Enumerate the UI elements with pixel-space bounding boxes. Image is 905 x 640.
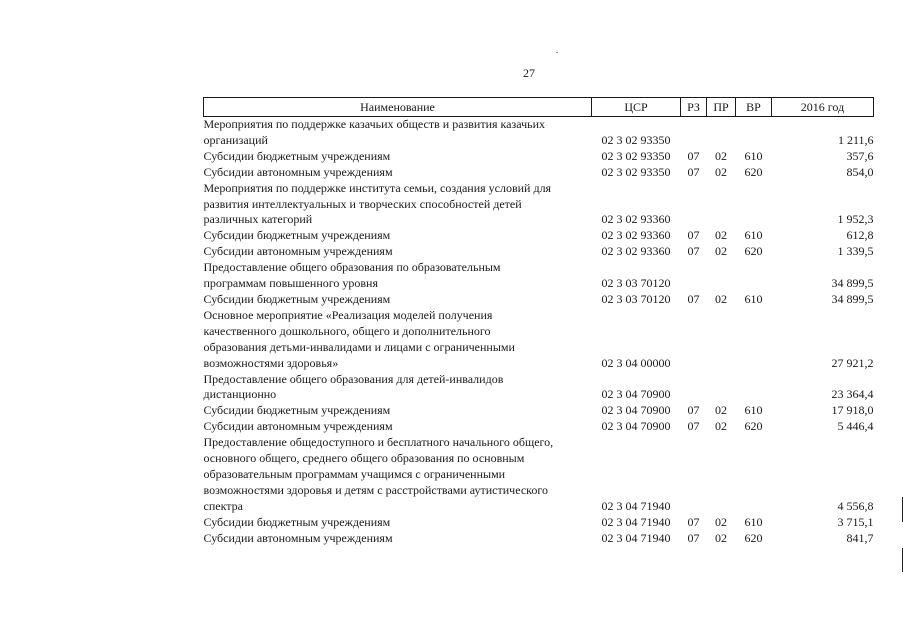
row-csr: 02 3 04 71940 bbox=[601, 530, 671, 545]
row-name-line: дистанционно bbox=[203, 387, 277, 402]
row-pr bbox=[707, 435, 736, 515]
row-name-line: образовательным программам учащимся с ограниченными bbox=[203, 466, 506, 481]
row-csr: 02 3 04 70900 bbox=[601, 403, 671, 418]
row-name-line: Субсидии автономным учреждениям bbox=[203, 244, 393, 259]
row-pr: 02 bbox=[715, 419, 727, 434]
row-name-line: Субсидии бюджетным учреждениям bbox=[203, 514, 391, 529]
row-rz bbox=[681, 372, 707, 404]
row-pr: 02 bbox=[715, 291, 727, 306]
header-rz: РЗ bbox=[681, 98, 707, 117]
row-name-line: Основное мероприятие «Реализация моделей получения bbox=[203, 307, 493, 322]
row-name bbox=[204, 372, 592, 404]
table-row bbox=[204, 117, 874, 149]
scan-edge-mark bbox=[902, 497, 903, 522]
row-name bbox=[204, 165, 592, 181]
row-name bbox=[204, 149, 592, 165]
row-csr: 02 3 02 93350 bbox=[601, 148, 671, 163]
row-amount: 34 899,5 bbox=[831, 291, 874, 306]
row-name-line: организаций bbox=[203, 132, 268, 147]
row-vr: 620 bbox=[744, 164, 763, 179]
header-vr: ВР bbox=[736, 98, 772, 117]
table-row bbox=[204, 419, 874, 435]
row-name bbox=[204, 117, 592, 149]
row-vr: 610 bbox=[744, 403, 763, 418]
row-rz: 07 bbox=[687, 148, 700, 163]
row-name-line: качественного дошкольного, общего и дополнительного bbox=[203, 323, 491, 338]
table-row bbox=[204, 292, 874, 308]
row-pr bbox=[707, 372, 736, 404]
row-pr bbox=[707, 117, 736, 149]
row-vr: 620 bbox=[744, 244, 763, 259]
row-name bbox=[204, 181, 592, 229]
row-pr: 02 bbox=[715, 228, 727, 243]
row-name-line: Субсидии бюджетным учреждениям bbox=[203, 291, 391, 306]
header-pr: ПР bbox=[707, 98, 736, 117]
row-amount: 27 921,2 bbox=[831, 355, 874, 370]
table-row bbox=[204, 149, 874, 165]
row-name-line: Субсидии автономным учреждениям bbox=[203, 164, 393, 179]
row-amount: 23 364,4 bbox=[831, 387, 874, 402]
row-amount: 854,0 bbox=[846, 164, 874, 179]
row-rz bbox=[681, 117, 707, 149]
row-csr: 02 3 02 93360 bbox=[601, 228, 671, 243]
row-csr: 02 3 03 70120 bbox=[601, 291, 671, 306]
row-name-line: Субсидии бюджетным учреждениям bbox=[203, 148, 391, 163]
table-row bbox=[204, 228, 874, 244]
row-name-line: Предоставление общего образования по образовательным bbox=[203, 260, 501, 275]
row-amount: 17 918,0 bbox=[831, 403, 874, 418]
row-amount: 1 211,6 bbox=[837, 132, 874, 147]
header-csr: ЦСР bbox=[592, 98, 681, 117]
row-name-line: спектра bbox=[203, 498, 243, 513]
row-vr bbox=[736, 372, 772, 404]
row-name-line: Субсидии автономным учреждениям bbox=[203, 419, 393, 434]
row-vr bbox=[736, 117, 772, 149]
table-row bbox=[204, 403, 874, 419]
row-vr: 620 bbox=[744, 530, 763, 545]
row-csr: 02 3 02 93350 bbox=[601, 164, 671, 179]
row-name bbox=[204, 228, 592, 244]
row-pr bbox=[707, 260, 736, 292]
row-pr: 02 bbox=[715, 148, 727, 163]
row-pr: 02 bbox=[715, 403, 727, 418]
table-row bbox=[204, 181, 874, 229]
scan-speck bbox=[556, 52, 558, 53]
row-amount: 34 899,5 bbox=[831, 276, 874, 291]
row-rz: 07 bbox=[687, 514, 700, 529]
row-pr: 02 bbox=[715, 530, 727, 545]
row-amount: 4 556,8 bbox=[837, 498, 874, 513]
row-name-line: образования детьми-инвалидами и лицами с ограниченными bbox=[203, 339, 515, 354]
row-name-line: Предоставление общего образования для детей-инвалидов bbox=[203, 371, 504, 386]
row-name-line: Субсидии бюджетным учреждениям bbox=[203, 228, 391, 243]
row-rz: 07 bbox=[687, 164, 700, 179]
row-csr: 02 3 04 70900 bbox=[601, 387, 671, 402]
row-rz: 07 bbox=[687, 291, 700, 306]
row-name-line: Мероприятия по поддержке института семьи, создания условий для bbox=[203, 180, 552, 195]
row-name bbox=[204, 260, 592, 292]
table-row bbox=[204, 515, 874, 531]
row-rz: 07 bbox=[687, 530, 700, 545]
row-name-line: Субсидии бюджетным учреждениям bbox=[203, 403, 391, 418]
row-amount: 612,8 bbox=[846, 228, 874, 243]
table-row bbox=[204, 435, 874, 515]
row-amount: 5 446,4 bbox=[837, 419, 874, 434]
row-vr bbox=[736, 181, 772, 229]
row-name-line: программам повышенного уровня bbox=[203, 276, 378, 291]
row-name-line: Мероприятия по поддержке казачьих обществ и развития казачьих bbox=[203, 117, 546, 131]
row-rz: 07 bbox=[687, 244, 700, 259]
row-csr: 02 3 02 93350 bbox=[601, 132, 671, 147]
row-vr: 610 bbox=[744, 291, 763, 306]
row-rz bbox=[681, 181, 707, 229]
row-amount: 1 952,3 bbox=[837, 212, 874, 227]
scan-edge-mark bbox=[902, 548, 903, 572]
budget-table bbox=[203, 97, 874, 546]
row-vr: 610 bbox=[744, 228, 763, 243]
row-rz bbox=[681, 260, 707, 292]
row-csr: 02 3 04 71940 bbox=[601, 498, 671, 513]
row-name bbox=[204, 244, 592, 260]
row-vr: 610 bbox=[744, 514, 763, 529]
row-name-line: развития интеллектуальных и творческих способностей детей bbox=[203, 196, 522, 211]
row-name bbox=[204, 515, 592, 531]
table-row bbox=[204, 372, 874, 404]
row-name-line: Предоставление общедоступного и бесплатного начального общего, bbox=[203, 435, 554, 450]
row-name-line: возможностями здоровья и детям с расстройствами аутистического bbox=[203, 482, 548, 497]
table-row bbox=[204, 244, 874, 260]
row-amount: 841,7 bbox=[846, 530, 874, 545]
row-vr: 610 bbox=[744, 148, 763, 163]
row-name-line: основного общего, среднего общего образования по основным bbox=[203, 451, 525, 466]
row-name bbox=[204, 308, 592, 372]
row-vr bbox=[736, 260, 772, 292]
row-rz bbox=[681, 435, 707, 515]
table-row bbox=[204, 260, 874, 292]
row-name-line: возможностями здоровья» bbox=[203, 355, 339, 370]
row-vr bbox=[736, 308, 772, 372]
header-name: Наименование bbox=[204, 98, 592, 117]
row-pr bbox=[707, 181, 736, 229]
row-rz: 07 bbox=[687, 403, 700, 418]
row-name bbox=[204, 531, 592, 547]
header-year: 2016 год bbox=[772, 98, 874, 117]
row-csr: 02 3 02 93360 bbox=[601, 212, 671, 227]
row-name-line: Субсидии автономным учреждениям bbox=[203, 530, 393, 545]
table-row bbox=[204, 308, 874, 372]
row-csr: 02 3 04 71940 bbox=[601, 514, 671, 529]
row-pr: 02 bbox=[715, 514, 727, 529]
row-amount: 3 715,1 bbox=[837, 514, 874, 529]
row-amount: 357,6 bbox=[846, 148, 874, 163]
row-csr: 02 3 03 70120 bbox=[601, 276, 671, 291]
row-vr bbox=[736, 435, 772, 515]
row-name bbox=[204, 435, 592, 515]
row-name-line: различных категорий bbox=[203, 212, 313, 227]
row-amount: 1 339,5 bbox=[837, 244, 874, 259]
row-rz bbox=[681, 308, 707, 372]
table-row bbox=[204, 165, 874, 181]
row-pr bbox=[707, 308, 736, 372]
row-name bbox=[204, 403, 592, 419]
row-name bbox=[204, 292, 592, 308]
row-name bbox=[204, 419, 592, 435]
row-vr: 620 bbox=[744, 419, 763, 434]
table-row bbox=[204, 531, 874, 547]
row-csr: 02 3 04 70900 bbox=[601, 419, 671, 434]
row-pr: 02 bbox=[715, 164, 727, 179]
table-header-row bbox=[204, 98, 874, 117]
page-number: 27 bbox=[523, 66, 535, 80]
row-csr: 02 3 02 93360 bbox=[601, 244, 671, 259]
row-rz: 07 bbox=[687, 228, 700, 243]
row-pr: 02 bbox=[715, 244, 727, 259]
row-rz: 07 bbox=[687, 419, 700, 434]
table-body bbox=[204, 117, 874, 547]
row-csr: 02 3 04 00000 bbox=[601, 355, 671, 370]
